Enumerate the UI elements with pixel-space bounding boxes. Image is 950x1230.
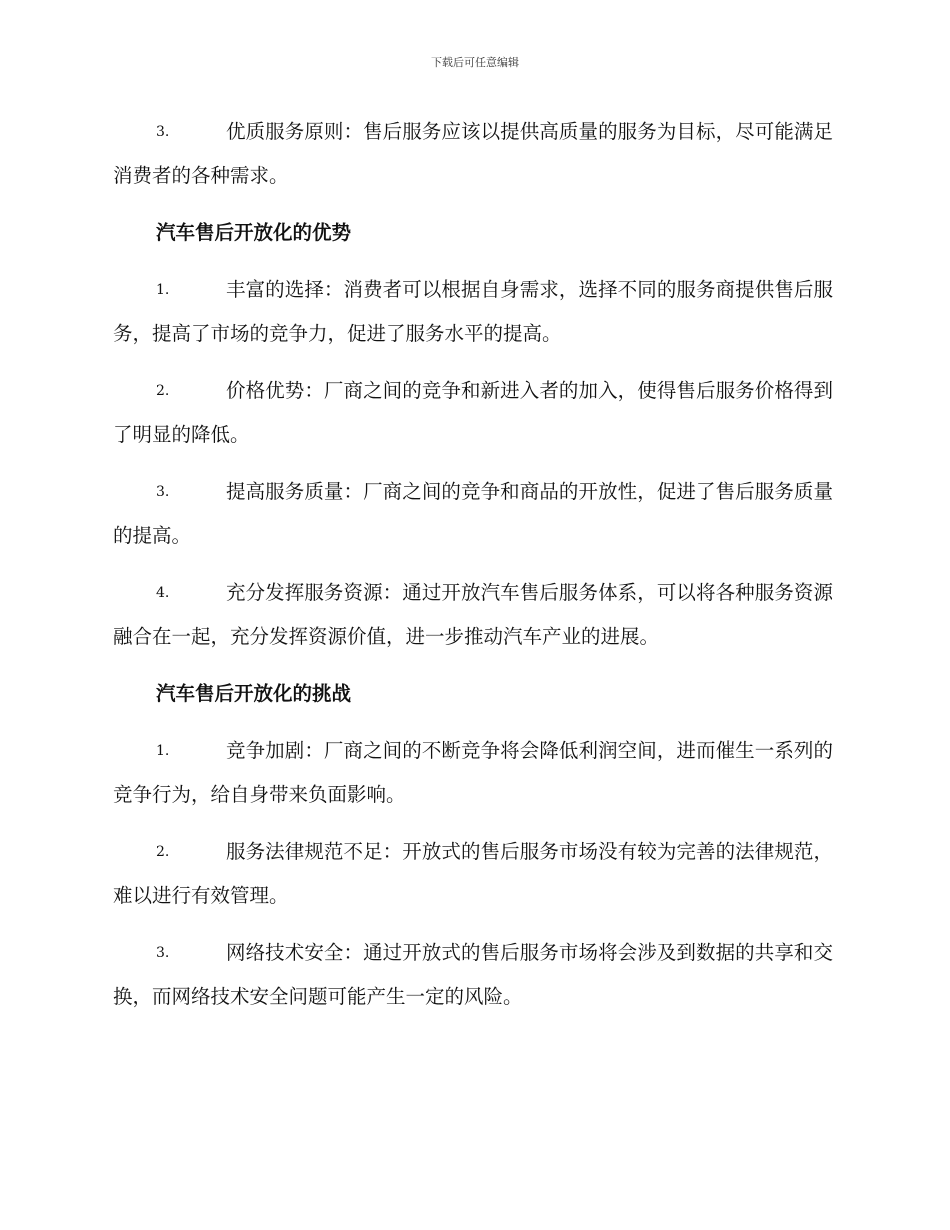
list-number: 2. [156,844,170,860]
list-item [113,830,833,918]
list-item [113,110,833,198]
list-text: 价格优势：厂商之间的竞争和新进入者的加入，使得售后服务价格得到了明显的降低。 [113,379,833,446]
list-text: 优质服务原则：售后服务应该以提供高质量的服务为目标，尽可能满足消费者的各种需求。 [113,120,833,187]
section-heading-challenges: 汽车售后开放化的挑战 [156,682,352,705]
list-item [113,268,833,356]
list-number: 3. [156,484,170,500]
list-text: 竞争加剧：厂商之间的不断竞争将会降低利润空间，进而催生一系列的竞争行为，给自身带来负面影响。 [113,739,833,806]
document-body [113,110,833,1032]
list-number: 4. [156,585,170,601]
list-item [113,470,833,558]
list-item [113,571,833,659]
list-item [113,931,833,1019]
list-number: 3. [156,945,170,961]
list-number: 1. [156,743,170,759]
page-header: 下载后可任意编辑 [431,56,519,69]
list-text: 丰富的选择：消费者可以根据自身需求，选择不同的服务商提供售后服务，提高了市场的竞争力，促进了服务水平的提高。 [113,278,833,345]
list-number: 2. [156,383,170,399]
list-number: 1. [156,282,170,298]
list-number: 3. [156,124,170,140]
list-text: 网络技术安全：通过开放式的售后服务市场将会涉及到数据的共享和交换，而网络技术安全问题可能产生一定的风险。 [113,941,833,1008]
list-item [113,369,833,457]
list-text: 充分发挥服务资源：通过开放汽车售后服务体系，可以将各种服务资源融合在一起，充分发挥资源价值，进一步推动汽车产业的进展。 [113,581,833,648]
list-text: 服务法律规范不足：开放式的售后服务市场没有较为完善的法律规范，难以进行有效管理。 [113,840,833,907]
list-text: 提高服务质量：厂商之间的竞争和商品的开放性，促进了售后服务质量的提高。 [113,480,833,547]
section-heading-advantages: 汽车售后开放化的优势 [156,221,352,244]
list-item [113,729,833,817]
